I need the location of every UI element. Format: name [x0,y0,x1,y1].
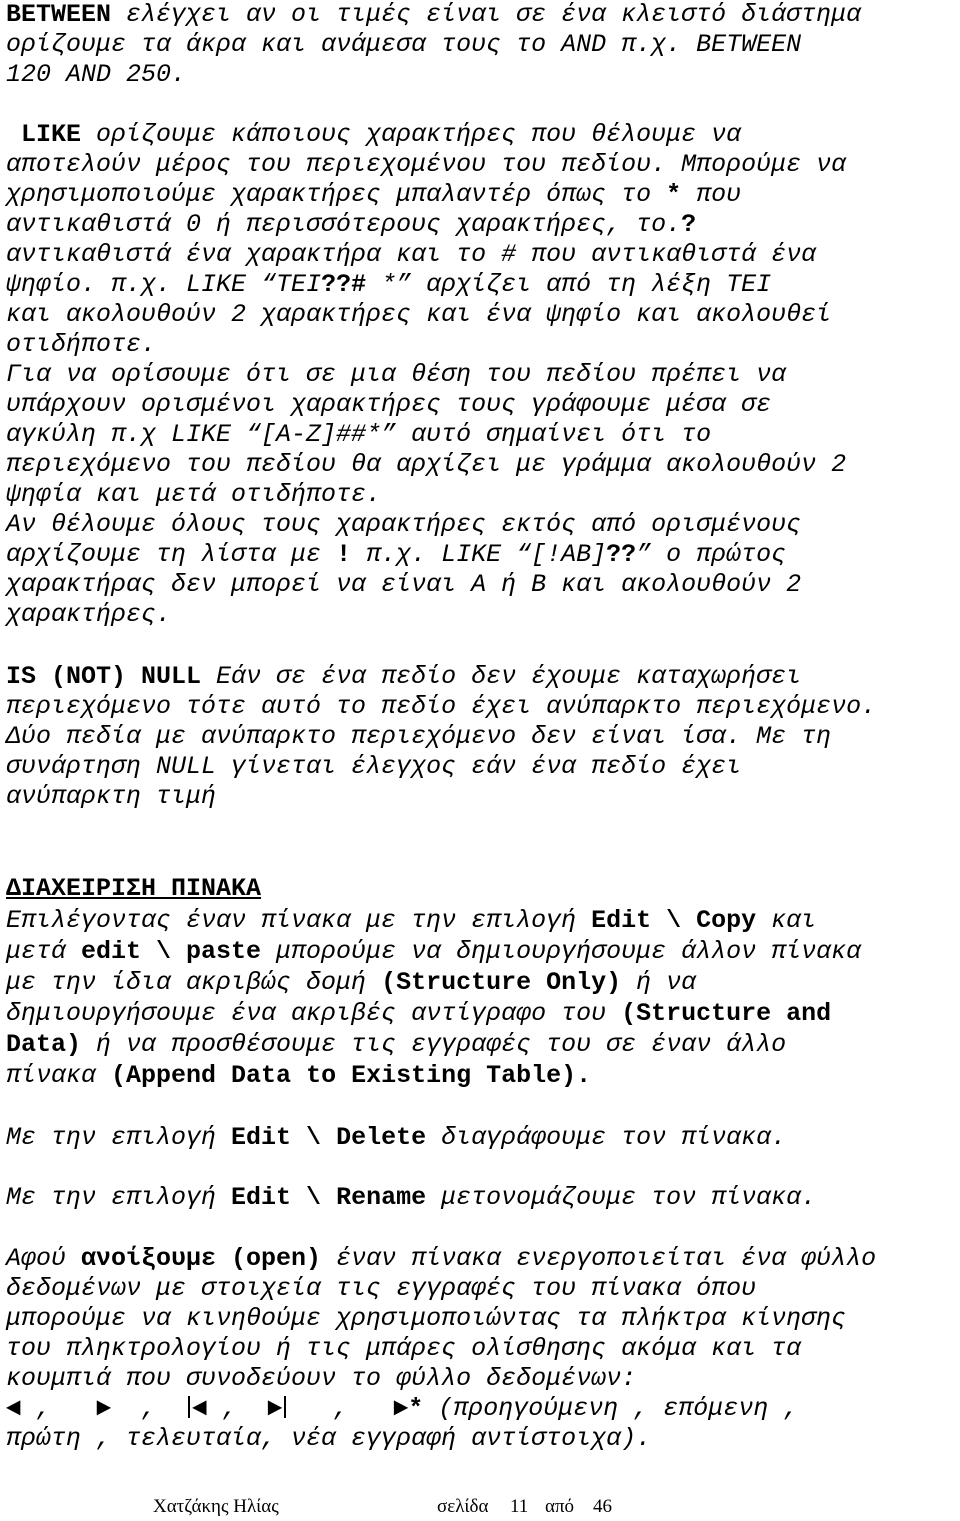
text: που [681,180,742,209]
text: περιεχόμενο του πεδίου θα αρχίζει με γράμμα ακολουθούν 2 [6,450,847,479]
next-record-icon: ► [96,1394,112,1423]
rename-paragraph [6,1183,956,1213]
section-heading [6,874,956,904]
text: 120 AND 250. [6,60,187,89]
text: ελέγχει αν οι τιμές είναι σε ένα κλειστό διάστημα [111,0,862,29]
wildcards: ?? [606,540,637,569]
text: *” αρχίζει από τη λέξη TEI [366,270,772,299]
bar-mark [284,1396,286,1418]
text: μπορούμε να δημιουργήσουμε άλλον πίνακα [261,937,862,966]
option-name: Data) [6,1030,82,1059]
bar-mark [188,1396,190,1418]
first-record-icon: ◄ [192,1394,208,1423]
text: με την ίδια ακριβώς δομή [6,968,382,997]
footer-total-pages: 46 [593,1496,612,1517]
menu-command: Edit \ Rename [231,1183,427,1212]
text: Δύο πεδία με ανύπαρκτο περιεχόμενο δεν είναι ίσα. Με τη [6,722,832,751]
text: αντικαθιστά ένα χαρακτήρα και το # που αντικαθιστά ένα [6,240,817,269]
text: δεδομένων με στοιχεία τις εγγραφές του πίνακα όπου [6,1274,757,1303]
isnull-keyword: IS (NOT) NULL [6,662,202,691]
menu-command: Edit \ Delete [231,1123,427,1152]
previous-record-icon: ◄ [6,1394,22,1423]
like-keyword: LIKE [21,120,82,149]
text: π.χ. LIKE “[!AB] [351,540,607,569]
text: μετονομάζουμε τον πίνακα. [426,1183,817,1212]
wildcards: ??# [321,270,367,299]
text: (προηγούμενη , επόμενη , [423,1394,799,1423]
separator: , [222,1394,238,1423]
text: Αφού [6,1244,82,1273]
heading-text: ΔΙΑΧΕΙΡΙΣΗ ΠΙΝΑΚΑ [6,874,262,903]
separator: , [333,1394,349,1423]
text: δημιουργήσουμε ένα ακριβές αντίγραφο του [6,999,622,1028]
text: ” ο πρώτος [636,540,787,569]
isnull-paragraph [6,662,956,812]
text: αντικαθιστά 0 ή περισσότερους χαρακτήρες, το. [6,210,682,239]
between-paragraph [6,0,956,90]
footer-of-label: από [545,1496,575,1517]
text: πίνακα [6,1061,112,1090]
option-name: (Structure and [621,999,832,1028]
text: μπορούμε να κινηθούμε χρησιμοποιώντας τα πλήκτρα κίνησης [6,1304,847,1333]
exclamation: ! [336,540,352,569]
new-record-icon: ►* [393,1394,424,1423]
text: ή να [621,968,697,997]
text: κουμπιά που συνοδεύουν το φύλλο δεδομένων: [6,1364,637,1393]
footer-author: Χατζάκης Ηλίας [153,1496,279,1517]
text: Επιλέγοντας έναν πίνακα με την επιλογή [6,906,592,935]
separator: , [36,1394,52,1423]
text: διαγράφουμε τον πίνακα. [426,1123,787,1152]
asterisk: * [666,180,682,209]
text: χρησιμοποιούμε χαρακτήρες μπαλαντέρ όπως το [6,180,667,209]
text: ανύπαρκτη τιμή [6,782,217,811]
text: Για να ορίσουμε ότι σε μια θέση του πεδίου πρέπει να [6,360,787,389]
footer-page-number: 11 [510,1496,529,1517]
text: μετά [6,937,82,966]
like-paragraph [6,120,956,630]
text: του πληκτρολογίου ή τις μπάρες ολίσθησης ακόμα και τα [6,1334,802,1363]
option-name: (Append Data to Existing Table). [111,1061,592,1090]
text: υπάρχουν ορισμένοι χαρακτήρες τους γράφουμε μέσα σε [6,390,772,419]
table-management-paragraph [6,905,956,1091]
text: και ακολουθούν 2 χαρακτήρες και ένα ψηφίο και ακολουθεί [6,300,832,329]
text: χαρακτήρας δεν μπορεί να είναι A ή B και ακολουθούν 2 [6,570,802,599]
text: περιεχόμενο τότε αυτό το πεδίο έχει ανύπαρκτο περιεχόμενο. [6,692,877,721]
text: Εάν σε ένα πεδίο δεν έχουμε καταχωρήσει [201,662,802,691]
text: πρώτη , τελευταία, νέα εγγραφή αντίστοιχα). [6,1424,652,1453]
text: έναν πίνακα ενεργοποιείται ένα φύλλο [321,1244,877,1273]
text: ορίζουμε τα άκρα και ανάμεσα τους το AND π.χ. BETWEEN [6,30,802,59]
text: Αν θέλουμε όλους τους χαρακτήρες εκτός από ορισμένους [6,510,802,539]
between-keyword: BETWEEN [6,0,112,29]
last-record-icon: ► [267,1394,283,1423]
text: αρχίζουμε τη λίστα με [6,540,337,569]
text: ορίζουμε κάποιους χαρακτήρες που θέλουμε να [81,120,742,149]
open-keyword: ανοίξουμε (open) [81,1244,322,1273]
text: Με την επιλογή [6,1183,232,1212]
menu-command: edit \ paste [81,937,262,966]
question-mark: ? [681,210,697,239]
text: ψηφίο. π.χ. LIKE “TEI [6,270,322,299]
text: αγκύλη π.χ LIKE “[A-Z]##*” αυτό σημαίνει ότι το [6,420,712,449]
text: αποτελούν μέρος του περιεχομένου του πεδίου. Μπορούμε να [6,150,847,179]
open-paragraph [6,1244,956,1454]
separator: , [141,1394,157,1423]
text: Με την επιλογή [6,1123,232,1152]
text: ψηφία και μετά οτιδήποτε. [6,480,382,509]
delete-paragraph [6,1123,956,1153]
text: συνάρτηση NULL γίνεται έλεγχος εάν ένα πεδίο έχει [6,752,742,781]
text: χαρακτήρες. [6,600,172,629]
option-name: (Structure Only) [381,968,622,997]
text: και [756,906,817,935]
menu-command: Edit \ Copy [591,906,757,935]
navigation-buttons-line [6,1394,956,1424]
text: οτιδήποτε. [6,330,157,359]
text: ή να προσθέσουμε τις εγγραφές του σε έναν άλλο [81,1030,787,1059]
footer-page-label: σελίδα [437,1496,489,1517]
